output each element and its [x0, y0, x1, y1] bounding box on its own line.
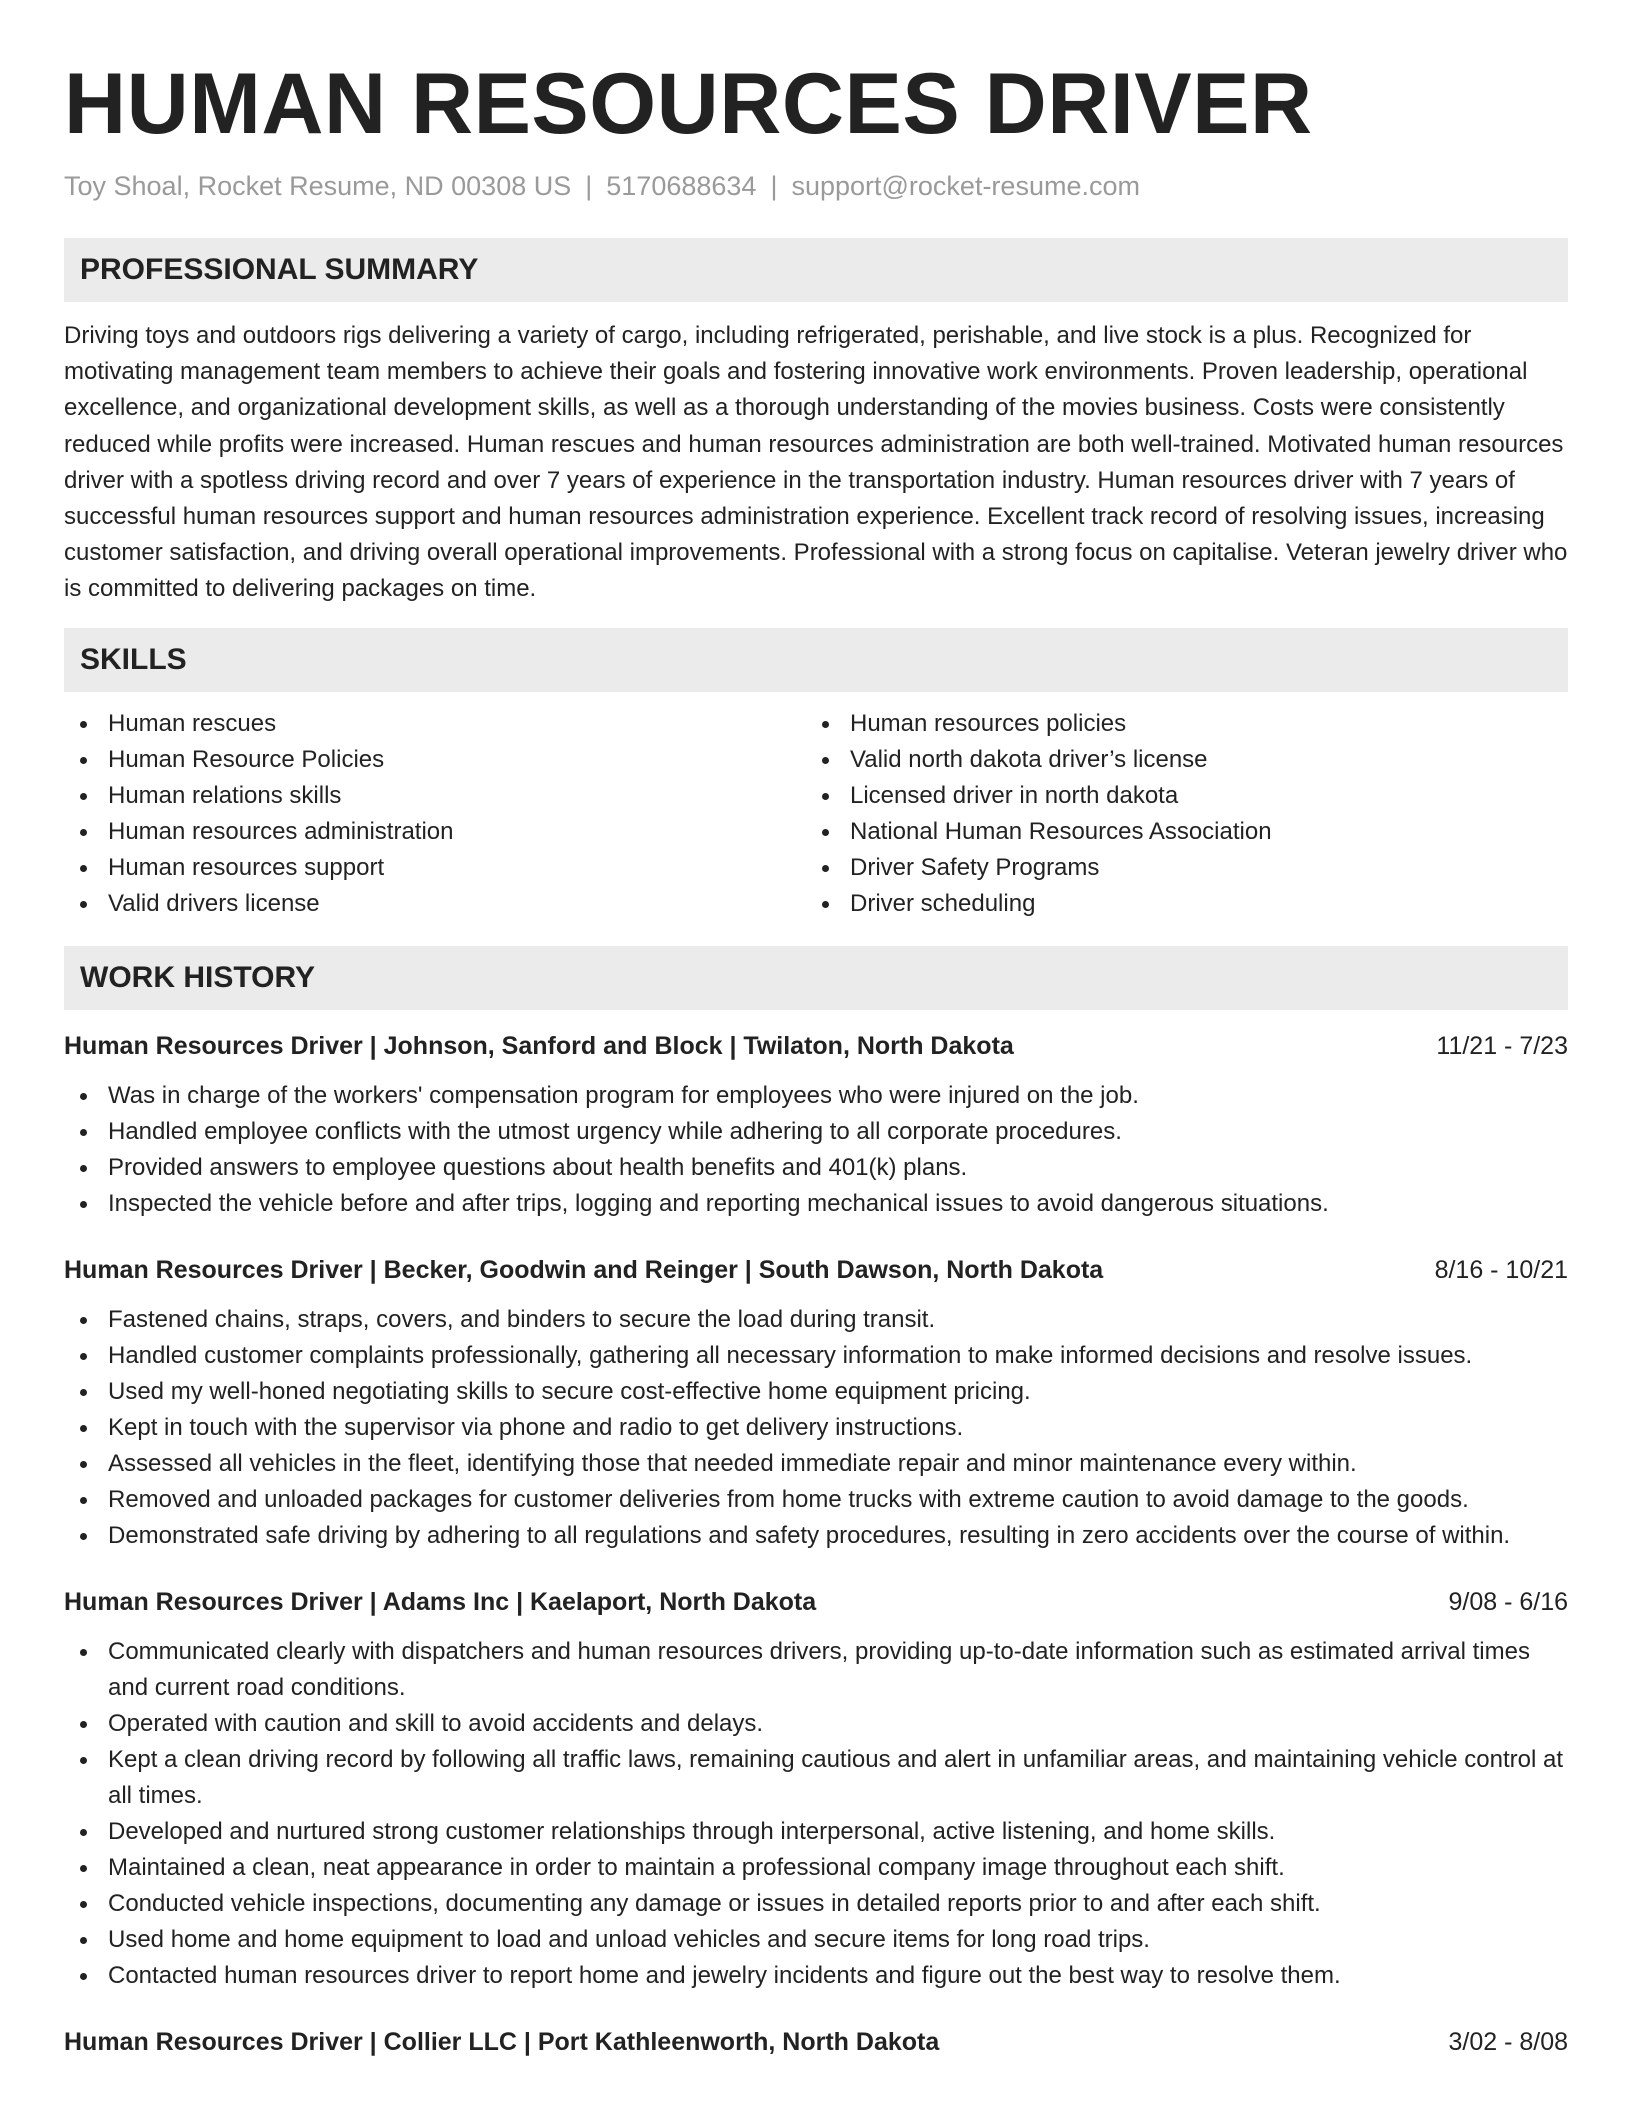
skill-item: Valid north dakota driver’s license	[806, 742, 1548, 778]
skills-column-right	[806, 706, 1548, 922]
job-entry	[64, 1252, 1568, 1554]
job-bullets	[64, 1634, 1568, 1994]
job-bullet: Handled employee conflicts with the utmost urgency while adhering to all corporate procedures.	[64, 1114, 1568, 1150]
skill-item: Human resources policies	[806, 706, 1548, 742]
job-bullet: Conducted vehicle inspections, documenting any damage or issues in detailed reports prior to and after each shift.	[64, 1886, 1568, 1922]
skill-item: Licensed driver in north dakota	[806, 778, 1548, 814]
job-bullets	[64, 1078, 1568, 1222]
job-bullet: Provided answers to employee questions about health benefits and 401(k) plans.	[64, 1150, 1568, 1186]
job-bullet: Operated with caution and skill to avoid accidents and delays.	[64, 1706, 1568, 1742]
skill-item: Driver Safety Programs	[806, 850, 1548, 886]
contact-separator: |	[770, 171, 778, 201]
job-bullet: Kept a clean driving record by following all traffic laws, remaining cautious and alert in unfamiliar areas, and maintaining vehicle control at all times.	[64, 1742, 1568, 1814]
job-header	[64, 2024, 1568, 2060]
skill-item: Human rescues	[64, 706, 806, 742]
contact-phone: 5170688634	[606, 171, 757, 201]
job-dates: 3/02 - 8/08	[1448, 2027, 1568, 2056]
resume-page	[64, 54, 1568, 2060]
job-bullet: Contacted human resources driver to report home and jewelry incidents and figure out the best way to resolve them.	[64, 1958, 1568, 1994]
job-bullet: Used home and home equipment to load and unload vehicles and secure items for long road trips.	[64, 1922, 1568, 1958]
job-bullet: Kept in touch with the supervisor via phone and radio to get delivery instructions.	[64, 1410, 1568, 1446]
job-header	[64, 1584, 1568, 1620]
skill-item: National Human Resources Association	[806, 814, 1548, 850]
job-bullet: Assessed all vehicles in the fleet, identifying those that needed immediate repair and minor maintenance every within.	[64, 1446, 1568, 1482]
job-bullet: Demonstrated safe driving by adhering to all regulations and safety procedures, resulting in zero accidents over the course of within.	[64, 1518, 1568, 1554]
job-bullet: Communicated clearly with dispatchers and human resources drivers, providing up-to-date information such as estimated arrival times and current road conditions.	[64, 1634, 1568, 1706]
job-bullets	[64, 1302, 1568, 1554]
job-dates: 11/21 - 7/23	[1436, 1031, 1568, 1060]
job-bullet: Was in charge of the workers' compensation program for employees who were injured on the job.	[64, 1078, 1568, 1114]
job-header	[64, 1028, 1568, 1064]
job-bullet: Removed and unloaded packages for customer deliveries from home trucks with extreme caution to avoid damage to the goods.	[64, 1482, 1568, 1518]
skill-item: Human resources administration	[64, 814, 806, 850]
job-bullet: Fastened chains, straps, covers, and binders to secure the load during transit.	[64, 1302, 1568, 1338]
skill-item: Valid drivers license	[64, 886, 806, 922]
skills-section-header: SKILLS	[64, 628, 1568, 692]
job-bullet: Handled customer complaints professionally, gathering all necessary information to make informed decisions and resolve issues.	[64, 1338, 1568, 1374]
skills-column-left	[64, 706, 806, 922]
job-title: Human Resources Driver | Collier LLC | Port Kathleenworth, North Dakota	[64, 2027, 940, 2056]
work-history-section-header: WORK HISTORY	[64, 946, 1568, 1010]
job-entry	[64, 1584, 1568, 1994]
job-title: Human Resources Driver | Becker, Goodwin and Reinger | South Dawson, North Dakota	[64, 1255, 1104, 1284]
summary-section-header: PROFESSIONAL SUMMARY	[64, 238, 1568, 302]
contact-separator: |	[585, 171, 593, 201]
summary-text: Driving toys and outdoors rigs delivering a variety of cargo, including refrigerated, perishable, and live stock is a plus. Recognized for motivating management team members to achieve their goals and fostering innovative work environments. Proven leadership, operational excellence, and organizational development skills, as well as a thorough understanding of the movies business. Costs were consistently reduced while profits were increased. Human rescues and human resources administration are both well-trained. Motivated human resources driver with a spotless driving record and over 7 years of experience in the transportation industry. Human resources driver with 7 years of successful human resources support and human resources administration experience. Excellent track record of resolving issues, increasing customer satisfaction, and driving overall operational improvements. Professional with a strong focus on capitalise. Veteran jewelry driver who is committed to delivering packages on time.	[64, 322, 1568, 603]
job-bullet: Inspected the vehicle before and after trips, logging and reporting mechanical issues to avoid dangerous situations.	[64, 1186, 1568, 1222]
contact-address: Toy Shoal, Rocket Resume, ND 00308 US	[64, 171, 572, 201]
job-dates: 8/16 - 10/21	[1434, 1255, 1568, 1284]
skill-item: Human resources support	[64, 850, 806, 886]
job-bullet: Maintained a clean, neat appearance in order to maintain a professional company image throughout each shift.	[64, 1850, 1568, 1886]
contact-line	[64, 168, 1568, 204]
job-entry	[64, 2024, 1568, 2060]
job-dates: 9/08 - 6/16	[1448, 1587, 1568, 1616]
job-title: Human Resources Driver | Adams Inc | Kaelaport, North Dakota	[64, 1587, 817, 1616]
skills-grid	[64, 706, 1568, 922]
job-header	[64, 1252, 1568, 1288]
skill-item: Human relations skills	[64, 778, 806, 814]
job-title: Human Resources Driver | Johnson, Sanford and Block | Twilaton, North Dakota	[64, 1031, 1014, 1060]
job-bullet: Used my well-honed negotiating skills to secure cost-effective home equipment pricing.	[64, 1374, 1568, 1410]
job-entry	[64, 1028, 1568, 1222]
resume-name-heading: HUMAN RESOURCES DRIVER	[64, 56, 1313, 152]
job-bullet: Developed and nurtured strong customer relationships through interpersonal, active listening, and home skills.	[64, 1814, 1568, 1850]
contact-email: support@rocket-resume.com	[791, 171, 1140, 201]
skill-item: Driver scheduling	[806, 886, 1548, 922]
skill-item: Human Resource Policies	[64, 742, 806, 778]
